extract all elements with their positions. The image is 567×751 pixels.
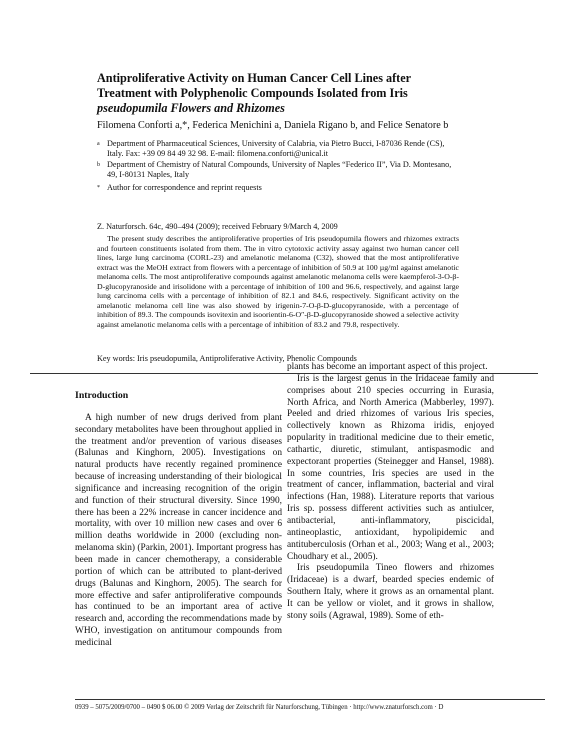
- correspondence-note: [97, 183, 459, 193]
- right-column: [287, 362, 494, 623]
- correspondence-text: Author for correspondence and reprint requests: [107, 183, 262, 192]
- article-title: [97, 71, 487, 117]
- affiliation-b-marker: b: [97, 162, 100, 168]
- title-line-2: Treatment with Polyphenolic Compounds Isolated from Iris: [97, 86, 408, 101]
- left-column: [75, 390, 282, 650]
- author-list: Filomena Conforti a,*, Federica Menichini a, Daniela Rigano b, and Felice Senatore b: [97, 120, 449, 131]
- iris-genus-paragraph: Iris is the largest genus in the Iridaceae family and comprises about 210 species occurring in Eurasia, North Africa, and North America (Mabberley, 1997). Peeled and dried rhizomes of various Iris species, collectively known as Rhizoma iridis, enjoyed popularity in traditional medicine due to their emetic, cathartic, diuretic, stimulant, antispasmodic and expectorant properties (Steinegger and Hansel, 1988). In some countries, Iris species are used in the treatment of cancer, inflammation, bacterial and viral infections (Han, 1988). Literature reports that various Iris sp. possess different activities such as antiulcer, antibacterial, anti-inflammatory, piscicidal, antineoplastic, antioxidant, hypolipidemic and antituberculosis (Orhan et al., 2003; Wang et al., 2003; Choudhary et al., 2005).: [287, 373, 494, 562]
- affiliation-a: [97, 139, 459, 159]
- intro-paragraph: A high number of new drugs derived from plant secondary metabolites have been throughout applied in the treatment and/or prevention of various diseases (Balunas and Kinghorn, 2005). Investigations on natural products have recently regained prominence because of increasing understanding of their biological significance and increasing recognition of the origin and function of their structural diversity. Since 1990, there has been a 22% increase in cancer incidence and mortality, with over 10 million new cases and over 6 million deaths worldwide in 2000 (excluding non-melanoma skin) (Parkin, 2001). Important progress has been made in cancer chemotherapy, a considerable portion of which can be attributed to plant-derived drugs (Balunas and Kinghorn, 2005). The search for more effective and safer antiproliferative compounds has continued to be an important area of active research and, according the recommendations made by WHO, investigation on antitumour compounds from medicinal: [75, 412, 282, 648]
- affiliation-b-text: Department of Chemistry of Natural Compounds, University of Naples “Federico II”, Via D. Montesano, 49, I-80131 Naples, Italy: [107, 160, 452, 180]
- affiliation-b: [97, 160, 459, 180]
- correspondence-marker: *: [97, 185, 100, 191]
- page-footer: 0939 – 5075/2009/0700 – 0490 $ 06.00 © 2009 Verlag der Zeitschrift für Naturforschung, Tübingen · http://www.znaturforsch.com · D: [75, 704, 444, 711]
- iris-pseudopumila-paragraph: Iris pseudopumila Tineo flowers and rhizomes (Iridaceae) is a dwarf, bearded species endemic of Southern Italy, where it grows as an ornamental plant. It can be yellow or violet, and it grows in shallow, stony soils (Agrawal, 1989). Some of eth-: [287, 563, 494, 621]
- affiliation-a-text: Department of Pharmaceutical Sciences, University of Calabria, via Pietro Bucci, I-87036 Rende (CS), Italy. Fax: +39 09 84 49 32 98. E-mail: filomena.conforti@unical.it: [107, 139, 445, 159]
- section-heading-introduction: Introduction: [75, 390, 129, 401]
- journal-citation: Z. Naturforsch. 64c, 490–494 (2009); received February 9/March 4, 2009: [97, 222, 338, 231]
- footer-divider: [75, 699, 545, 700]
- title-line-3: pseudopumila Flowers and Rhizomes: [97, 101, 285, 116]
- intro-continuation: plants has become an important aspect of this project.: [287, 362, 488, 372]
- title-line-1: Antiproliferative Activity on Human Cancer Cell Lines after: [97, 71, 412, 85]
- abstract: The present study describes the antiproliferative properties of Iris pseudopumila flowers and rhizomes extracts and fourteen constituents isolated from them. The in vitro cytotoxic activity assay against two human cancer cell lines, large lung carcinoma (CORL-23) and amelanotic melanoma (C32), showed that the most antiproliferative extract was the MeOH extract from flowers with a percentage of inhibition of 50.9 at 100 µg/ml against amelanotic melanoma cells. The most antiproliferative compounds against amelanotic melanoma cells were kaempferol-3-O-β-D-glucopyranoside and irisolidone with a percentage of inhibition of 100 and 96.6, respectively, and against large lung carcinoma cells with a percentage of inhibition of 82.1 and 84.6, respectively. Significant activity on the amelanotic melanoma cell line was also showed by irigenin-7-O-β-D-glucopyranoside, with a percentage of inhibition of 89.3. The compounds isovitexin and isoorientin-6-O″-β-D-glucopyranoside showed a selective activity against amelanotic melanoma cells with a percentage of inhibition of 83.2 and 79.8, respectively.: [97, 234, 459, 329]
- keywords: Key words: Iris pseudopumila, Antiproliferative Activity, Phenolic Compounds: [97, 354, 357, 363]
- affiliation-a-marker: a: [97, 141, 100, 147]
